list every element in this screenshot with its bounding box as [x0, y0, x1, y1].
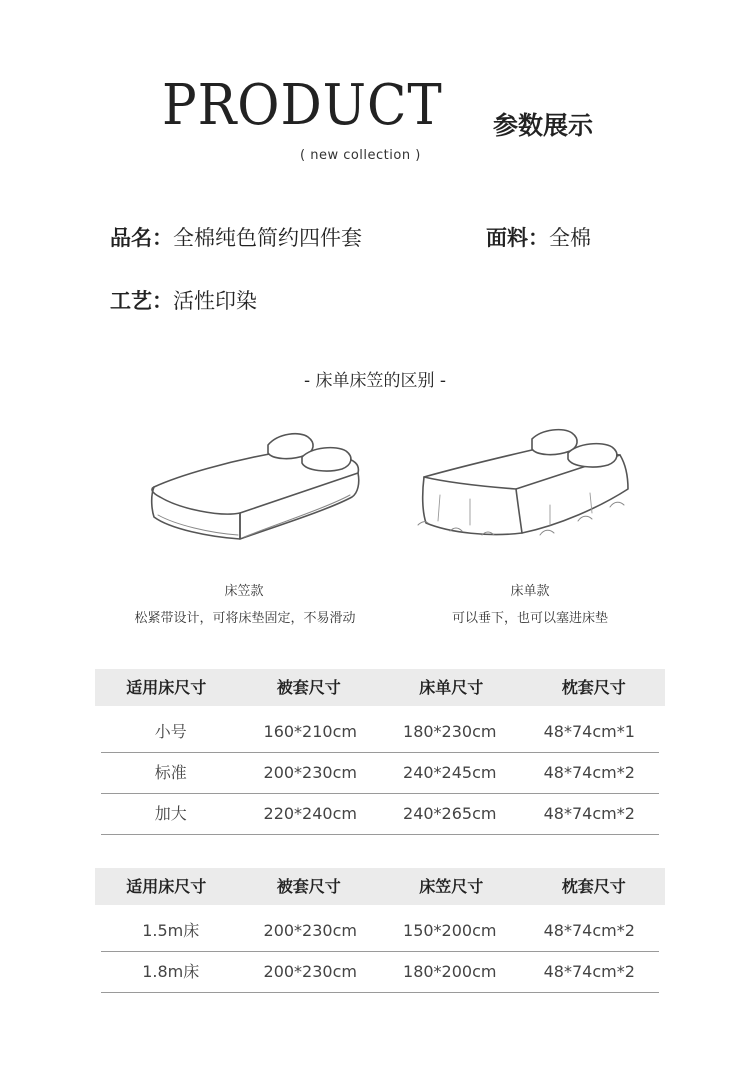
table-cell: 220*240cm [263, 804, 357, 823]
fabric-value: 全棉 [549, 226, 591, 250]
table-header [95, 868, 665, 905]
table-cell: 标准 [154, 763, 187, 782]
table-cell: 1.5m床 [142, 921, 200, 940]
table-cell: 240*245cm [403, 763, 497, 782]
product-name [110, 222, 362, 252]
table-header [95, 669, 665, 706]
table-cell: 48*74cm*2 [543, 804, 635, 823]
fabric-label: 面料： [486, 226, 549, 250]
table-cell: 200*230cm [263, 962, 357, 981]
brand-title: PRODUCT [162, 73, 443, 138]
table-cell: 小号 [154, 722, 187, 741]
table-cell: 200*230cm [263, 921, 357, 940]
header-cell: 枕套尺寸 [561, 678, 626, 697]
table-cell: 48*74cm*1 [543, 722, 635, 741]
header-cell: 适用床尺寸 [126, 877, 207, 896]
table-cell: 160*210cm [263, 722, 357, 741]
size-table-fitted [95, 868, 665, 993]
fitted-sheet-desc: 松紧带设计，可将床垫固定，不易滑动 [134, 611, 356, 626]
size-table-sheet [95, 669, 665, 835]
product-name-value: 全棉纯色简约四件套 [173, 226, 362, 250]
table-cell: 1.8m床 [142, 962, 200, 981]
flat-sheet-bed-icon [410, 425, 640, 555]
craft [110, 285, 257, 315]
table-cell: 48*74cm*2 [543, 763, 635, 782]
table-cell: 150*200cm [403, 921, 497, 940]
table-row [101, 712, 659, 753]
table-cell: 加大 [154, 804, 187, 823]
table-row [101, 794, 659, 835]
table-cell: 240*265cm [403, 804, 497, 823]
fabric [486, 222, 591, 252]
table-cell: 180*200cm [403, 962, 497, 981]
table-row [101, 952, 659, 993]
flat-sheet-desc: 可以垂下，也可以塞进床垫 [451, 611, 608, 626]
table-cell: 200*230cm [263, 763, 357, 782]
header-cell: 被套尺寸 [276, 877, 341, 896]
compare-title: - 床单床笠的区别 - [303, 371, 447, 391]
header-cell: 适用床尺寸 [126, 678, 207, 697]
craft-value: 活性印染 [173, 289, 257, 313]
header-cell: 枕套尺寸 [561, 877, 626, 896]
fitted-sheet-name: 床笠款 [224, 584, 264, 599]
brand-subtitle: ( new collection ) [300, 148, 421, 163]
craft-label: 工艺： [110, 289, 173, 313]
header-cell: 被套尺寸 [276, 678, 341, 697]
flat-sheet-name: 床单款 [510, 584, 550, 599]
fitted-sheet-bed-icon [140, 425, 370, 555]
table-row [101, 753, 659, 794]
header-cell: 床单尺寸 [419, 678, 484, 697]
table-cell: 48*74cm*2 [543, 962, 635, 981]
product-name-label: 品名： [110, 226, 173, 250]
section-heading: 参数展示 [493, 111, 594, 140]
table-cell: 48*74cm*2 [543, 921, 635, 940]
header-cell: 床笠尺寸 [419, 877, 484, 896]
table-cell: 180*230cm [403, 722, 497, 741]
table-row [101, 911, 659, 952]
